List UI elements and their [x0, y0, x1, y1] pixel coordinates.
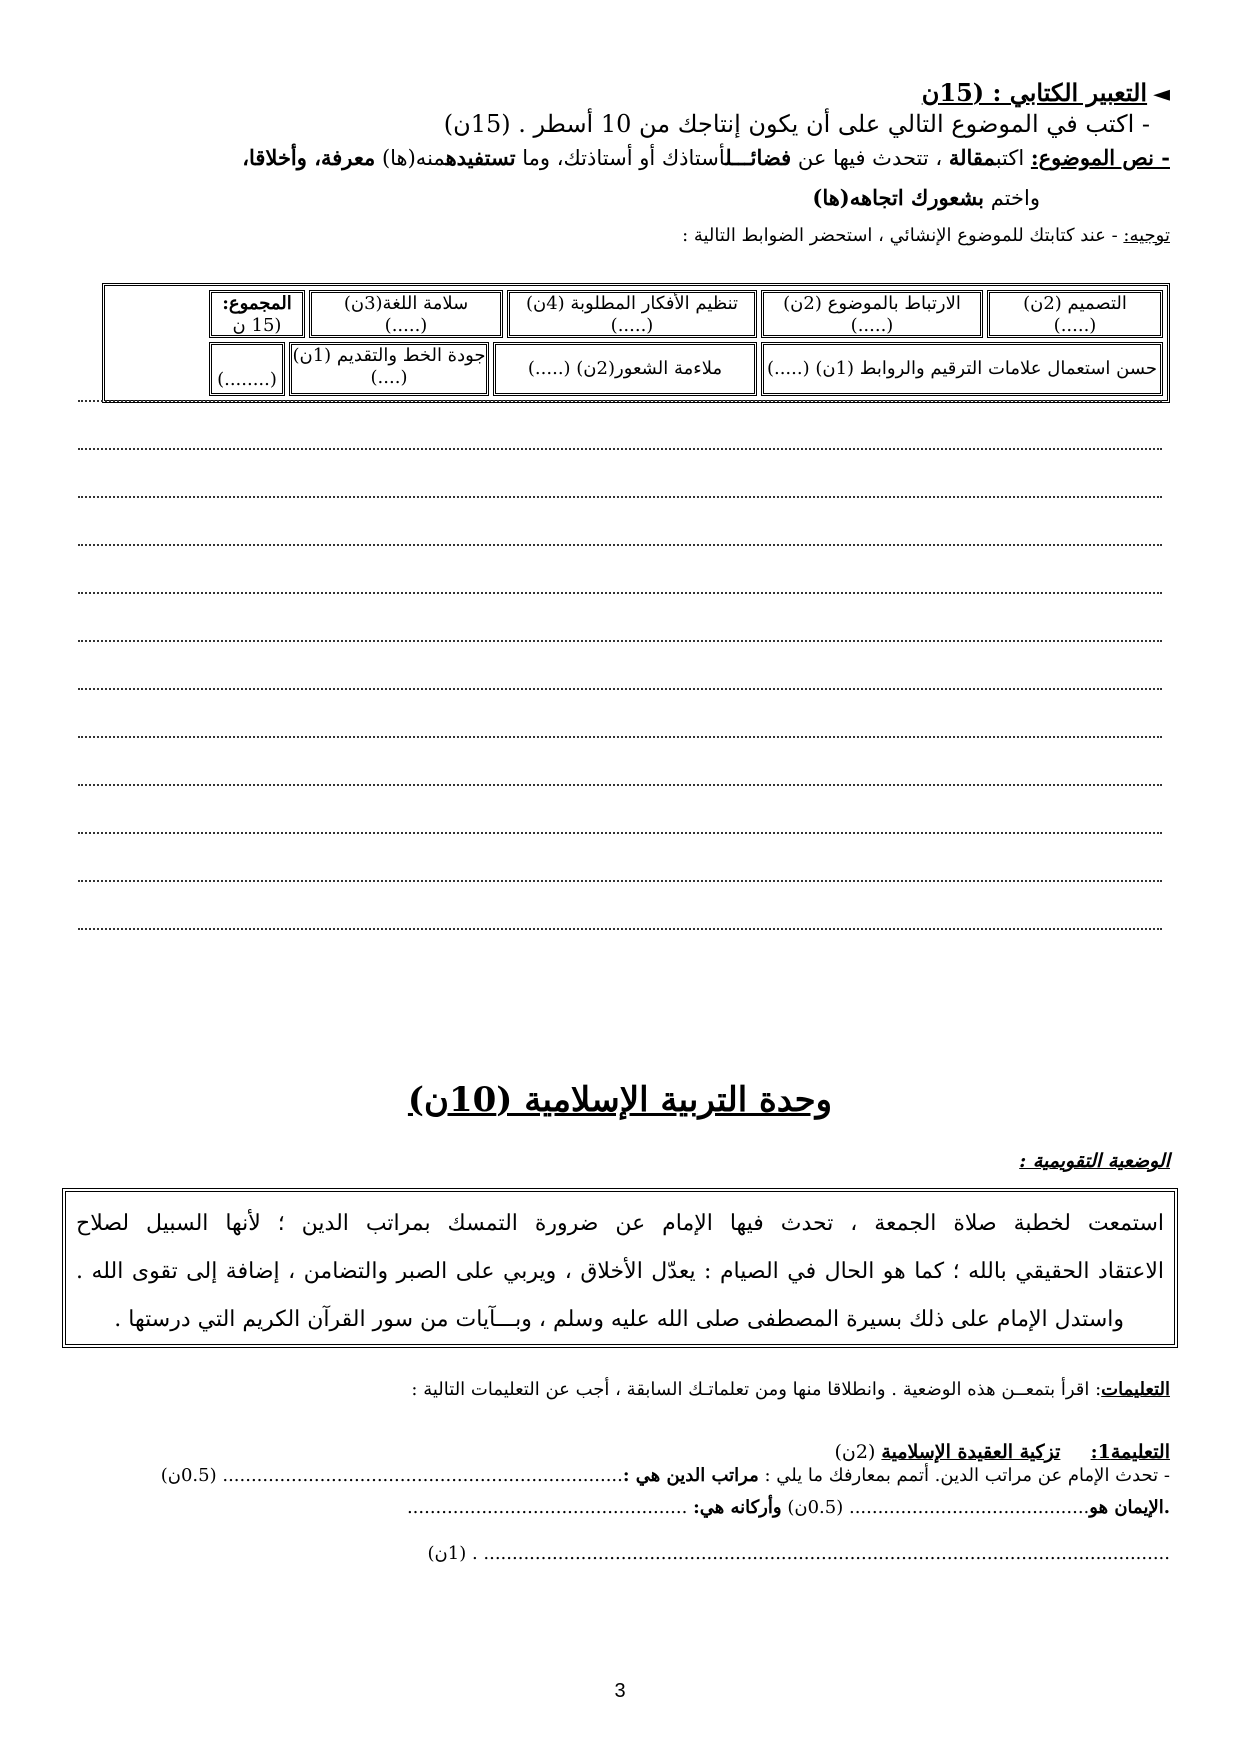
left-triangle-icon: ◄ [1153, 81, 1170, 107]
situation-box [62, 1188, 1178, 1348]
rubric-relevance-label: الارتباط بالموضوع (2ن) [783, 293, 961, 314]
instructions-label: التعليمات [1101, 1379, 1170, 1400]
topic-text-a: اكتب [995, 146, 1025, 170]
q1-label: مراتب الدين هي : [622, 1465, 759, 1486]
q1-points: (0.5ن) [160, 1465, 217, 1486]
rubric-language-label: سلامة اللغة(3ن) [343, 293, 469, 314]
situation-line-1: استمعت لخطبة صلاة الجمعة ، تحدث فيها الإمام عن ضرورة التمسك بمراتب الدين ؛ لأنها السبيل لصلاح [76, 1211, 1164, 1236]
rubric-feeling: ملاءمة الشعور(2ن) (.....) [493, 342, 757, 396]
rubric-design [987, 290, 1163, 338]
rubric-handwriting-label: جودة الخط والتقديم (1ن) [292, 345, 486, 366]
guide-text: - عند كتابتك للموضوع الإنشائي ، استحضر الضوابط التالية : [682, 225, 1118, 246]
answer-line[interactable] [78, 496, 1162, 498]
situation-line-2: الاعتقاد الحقيقي بالله ؛ كما هو الحال في الصيام : يعدّل الأخلاق ، ويربي على الصبر والتضامن ، إضافة إلى تقوى الله . [76, 1259, 1164, 1284]
topic-bold-d: معرفة، وأخلاقا، [242, 145, 376, 170]
topic-label: - نص الموضوع: [1030, 145, 1170, 170]
topic-text-c: أستاذك أو أستاذتك، وما [522, 146, 726, 170]
writing-instruction: - اكتب في الموضوع التالي على أن يكون إنتاجك من 10 أسطر . (15ن) [443, 110, 1150, 138]
answer-line[interactable] [78, 784, 1162, 786]
answer-line[interactable] [78, 592, 1162, 594]
exam-page [70, 70, 1170, 1730]
topic-line [242, 144, 1170, 172]
rubric-relevance [761, 290, 983, 338]
rubric-handwriting-score: (....) [370, 367, 408, 388]
answer-line[interactable] [78, 640, 1162, 642]
rubric-punctuation: حسن استعمال علامات الترقيم والروابط (1ن) (.....) [761, 342, 1163, 396]
rubric-total-score: (........) [209, 342, 285, 396]
task1-question1 [161, 1462, 1170, 1490]
topic-end-text: واختم [990, 186, 1040, 210]
answer-line[interactable] [78, 736, 1162, 738]
islamic-section-title: وحدة التربية الإسلامية (10ن) [407, 1080, 833, 1120]
rubric-total-label: المجموع: [222, 293, 292, 314]
answer-line[interactable] [78, 832, 1162, 834]
rubric-organization [507, 290, 757, 338]
rubric-language-score: (.....) [384, 315, 428, 336]
situation-line-3: واستدل الإمام على ذلك بسيرة المصطفى صلى الله عليه وسلم ، وبـــآيات من سور القرآن الكريم التي درستها . [114, 1307, 1124, 1332]
answer-line[interactable] [78, 880, 1162, 882]
task1-label: التعليمة1: [1090, 1441, 1170, 1463]
topic-end-line [812, 184, 1040, 212]
rubric-language [309, 290, 503, 338]
rubric-table [102, 283, 1170, 403]
answer-line[interactable] [78, 544, 1162, 546]
q3-answer[interactable]: ................................................. [406, 1497, 688, 1518]
q1-answer[interactable]: ...................................................................... [222, 1465, 623, 1486]
q2-points: (0.5ن) [787, 1497, 844, 1518]
q2-label: .الإيمان هو [1089, 1497, 1170, 1518]
page-number: 3 [614, 1680, 626, 1702]
topic-end-bold: بشعورك اتجاهه(ها) [812, 185, 985, 210]
task1-intro: - تحدث الإمام عن مراتب الدين. أتمم بمعارفك ما يلي : [764, 1465, 1170, 1486]
task1-question3: ........................................................................................................................ . (1ن) [427, 1543, 1170, 1564]
situation-label: الوضعية التقويمية : [1019, 1150, 1170, 1172]
answer-line[interactable] [78, 400, 1162, 402]
q2-answer[interactable]: .......................................... [848, 1497, 1090, 1518]
rubric-total [209, 290, 305, 338]
q4-answer[interactable]: ........................................................................................................................ [483, 1543, 1170, 1564]
topic-bold-c: تستفيده [445, 145, 516, 170]
topic-text-d: منه(ها) [381, 146, 446, 170]
q3-label: وأركانه هي: [693, 1497, 782, 1518]
instructions-line [411, 1376, 1170, 1404]
q4-points: (1ن) [427, 1543, 467, 1564]
task1-points: (2ن) [834, 1441, 876, 1463]
answer-line[interactable] [78, 448, 1162, 450]
writing-title-text: التعبير الكتابي : (15ن [921, 78, 1148, 107]
topic-bold-a: مقالة [948, 145, 996, 170]
guide-label: توجيه: [1123, 225, 1170, 246]
instructions-text: : اقرأ بتمعــن هذه الوضعية . وانطلاقا منها ومن تعلماتـك السابقة ، أجب عن التعليمات التالية : [411, 1379, 1102, 1400]
answer-line[interactable] [78, 928, 1162, 930]
rubric-handwriting [289, 342, 489, 396]
rubric-total-points: (15 ن [232, 315, 282, 336]
topic-text-b: ، تتحدث فيها عن [797, 146, 943, 170]
rubric-design-label: التصميم (2ن) [1023, 293, 1127, 314]
writing-title [922, 78, 1170, 107]
rubric-relevance-score: (.....) [850, 315, 894, 336]
guide-line [682, 222, 1170, 250]
topic-bold-b: فضائـــل [725, 145, 792, 170]
rubric-design-score: (.....) [1053, 315, 1097, 336]
answer-line[interactable] [78, 688, 1162, 690]
task1-title: تزكية العقيدة الإسلامية [881, 1441, 1061, 1463]
task1-question2 [407, 1494, 1170, 1522]
rubric-organization-score: (.....) [610, 315, 654, 336]
rubric-organization-label: تنظيم الأفكار المطلوبة (4ن) [525, 293, 739, 314]
